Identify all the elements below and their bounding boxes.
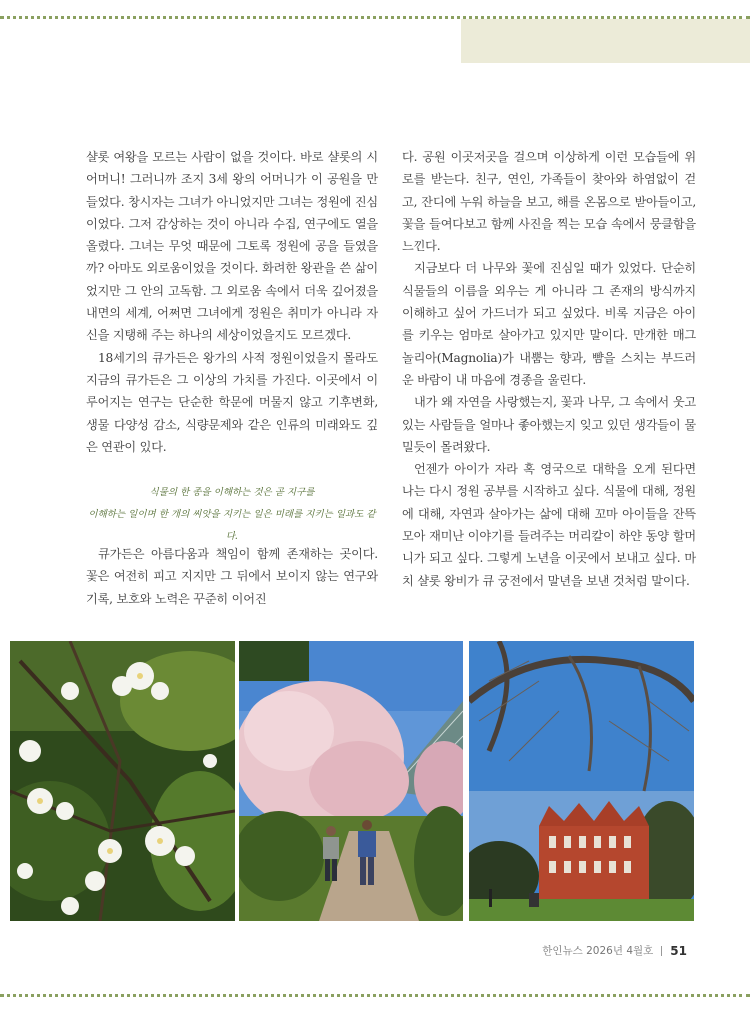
pull-quote bbox=[86, 482, 378, 548]
page-number: 51 bbox=[670, 943, 687, 958]
magnolia-path-photo bbox=[239, 641, 463, 921]
article-left-column bbox=[86, 146, 378, 458]
page-footer bbox=[542, 943, 687, 958]
article-paragraph: 언젠가 아이가 자라 혹 영국으로 대학을 오게 된다면 나는 다시 정원 공부를 시작하고 싶다. 식물에 대해, 정원에 대해, 자연과 살아가는 삶에 대해 꼬마 아이들을 잔뜩 모아 재미난 이야기를 들려주는 머리칼이 하얀 동양 할머니가 되고 싶다. 그렇게 노년을 이곳에서 보내고 싶다. 마치 샬롯 왕비가 큐 궁전에서 말년을 보낸 것처럼 말이다. bbox=[402, 462, 696, 588]
header-corner-block bbox=[461, 19, 750, 63]
article-paragraph: 큐가든은 아름다움과 책임이 함께 존재하는 곳이다. 꽃은 여전히 피고 지지만 그 뒤에서 보이지 않는 연구와 기록, 보호와 노력은 꾸준히 이어진 bbox=[86, 547, 378, 606]
white-blossom-photo bbox=[10, 641, 235, 921]
article-paragraph: 내가 왜 자연을 사랑했는지, 꽃과 나무, 그 속에서 웃고 있는 사람들을 얼마나 좋아했는지 잊고 있던 생각들이 물밀듯이 몰려왔다. bbox=[402, 395, 696, 454]
article-right-column bbox=[402, 146, 696, 592]
article-paragraph: 지금보다 더 나무와 꽃에 진심일 때가 있었다. 단순히 식물들의 이름을 외우는 게 아니라 그 존재의 방식까지 이해하고 싶어 가드너가 되고 싶었다. 비록 지금은 아이를 키우는 엄마로 살아가고 있지만 말이다. 만개한 매그놀리아(Magnolia)가 내뿜는 향과, 뺨을 스치는 부드러운 바람이 내 마음에 경종을 울린다. bbox=[402, 261, 696, 387]
kew-palace-photo bbox=[469, 641, 694, 921]
pull-quote-line: 이해하는 일이며 한 개의 씨앗을 지키는 일은 미래를 지키는 일과도 같다. bbox=[88, 509, 376, 542]
publication-name: 한인뉴스 2026년 4월호 bbox=[542, 945, 654, 957]
article-paragraph: 다. 공원 이곳저곳을 걸으며 이상하게 이런 모습들에 위로를 받는다. 친구, 연인, 가족들이 찾아와 하염없이 걷고, 잔디에 누워 하늘을 보고, 해를 온몸으로 받아들이고, 꽃을 들여다보고 함께 사진을 찍는 모습 속에서 뭉클함을 느낀다. bbox=[402, 150, 696, 254]
article-paragraph: 샬롯 여왕을 모르는 사람이 없을 것이다. 바로 샬롯의 시어머니! 그러니까 조지 3세 왕의 어머니가 이 공원을 만들었다. 창시자는 그녀가 아니었지만 그녀는 정원에 진심이었다. 그저 감상하는 것이 아니라 수집, 연구에도 열을 올렸다. 그녀는 무엇 때문에 그토록 정원에 공을 들였을까? 아마도 외로움이었을 것이다. 화려한 왕관을 쓴 삶이었지만 그 안의 고독함. 그 외로움 속에서 더욱 깊어졌을 내면의 세계, 어쩌면 그녀에게 정원은 취미가 아니라 자신을 지탱해 주는 하나의 세상이었을지도 모르겠다. bbox=[86, 150, 378, 343]
pull-quote-line: 식물의 한 종을 이해하는 것은 곧 지구를 bbox=[149, 487, 315, 498]
footer-divider bbox=[661, 946, 662, 956]
bottom-dotted-rule bbox=[0, 994, 750, 997]
article-left-column-lower bbox=[86, 543, 378, 610]
article-paragraph: 18세기의 큐가든은 왕가의 사적 정원이었을지 몰라도 지금의 큐가든은 그 이상의 가치를 가진다. 이곳에서 이루어지는 연구는 단순한 학문에 머물지 않고 기후변화, 생물 다양성 감소, 식량문제와 같은 인류의 미래와도 깊은 연관이 있다. bbox=[86, 350, 378, 454]
